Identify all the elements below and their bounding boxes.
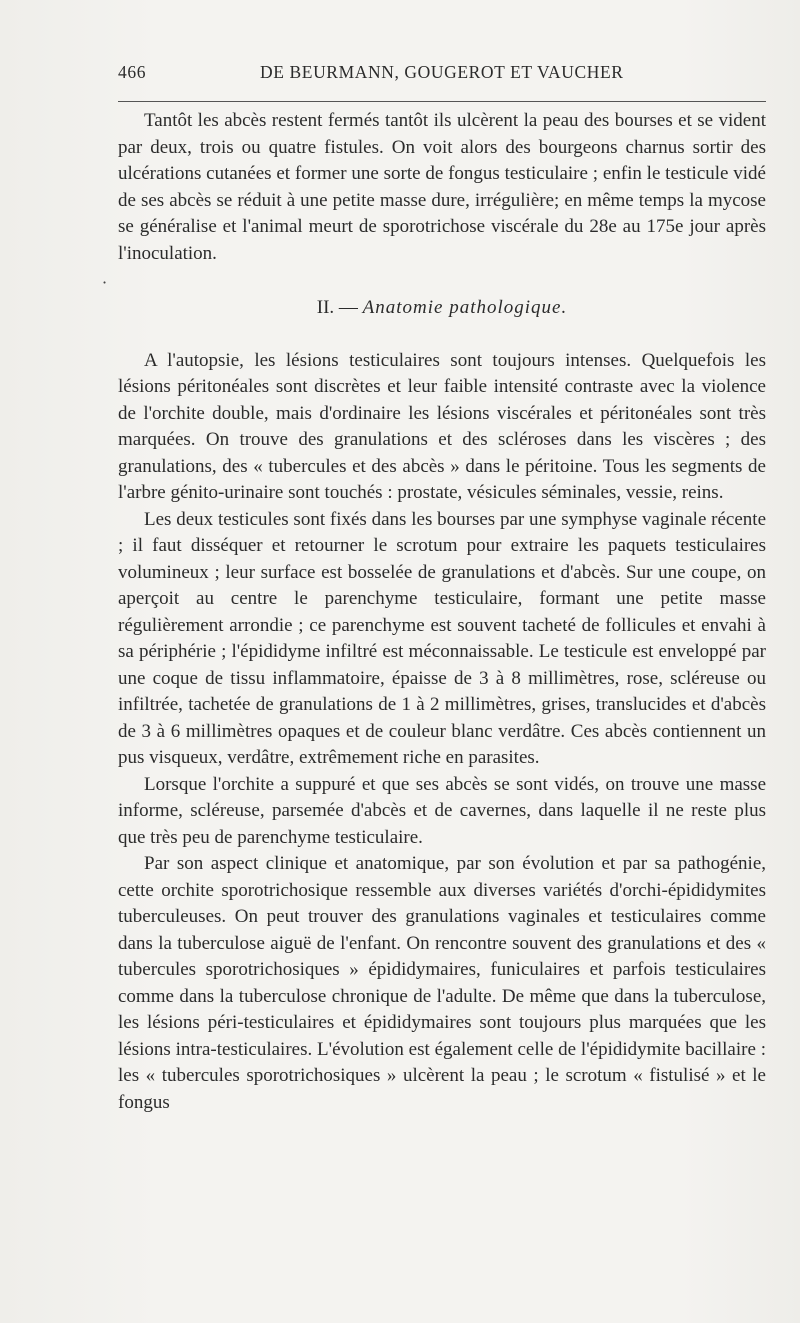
section-heading (118, 295, 766, 322)
running-title: DE BEURMANN, GOUGEROT ET VAUCHER (260, 62, 624, 82)
page-number: 466 (118, 62, 147, 82)
margin-mark: · (102, 273, 108, 292)
body-text (118, 108, 766, 1116)
section-number: II. — (316, 297, 358, 318)
paragraph-3: Les deux testicules sont fixés dans les bourses par une symphyse vaginale récente ; il faut disséquer et retourner le scrotum pour extraire les paquets testiculaires volumineux ; leur surface est bosselée de granulations et d'abcès. Sur une coupe, on aperçoit au centre le parenchyme testiculaire, formant une petite masse régulièrement arrondie ; ce parenchyme est souvent tacheté de follicules et envahi à sa périphérie ; l'épididyme infiltré est méconnaissable. Le testicule est enveloppé par une coque de tissu inflammatoire, épaisse de 3 à 8 millimètres, rose, scléreuse ou infiltrée, tachetée de granulations de 1 à 2 millimètres, grises, translucides et d'abcès de 3 à 6 millimètres opaques et de couleur blanc verdâtre. Ces abcès contiennent un pus visqueux, verdâtre, extrêmement riche en parasites. (118, 508, 766, 768)
header-rule (118, 101, 766, 102)
paragraph-4: Lorsque l'orchite a suppuré et que ses abcès se sont vidés, on trouve une masse informe, scléreuse, parsemée d'abcès et de cavernes, dans laquelle il ne reste plus que très peu de parenchyme testiculaire. (118, 773, 766, 848)
paragraph-1: Tantôt les abcès restent fermés tantôt ils ulcèrent la peau des bourses et se vident par deux, trois ou quatre fistules. On voit alors des bourgeons charnus sortir des ulcérations cutanées et former une sorte de fongus testiculaire ; enfin le testicule vidé de ses abcès se réduit à une petite masse dure, irrégulière; en même temps la mycose se généralise et l'animal meurt de sporotrichose viscérale du 28e au 175e jour après l'inoculation. (118, 110, 766, 264)
paragraph-2: A l'autopsie, les lésions testiculaires sont toujours intenses. Quelquefois les lésions péritonéales sont discrètes et leur faible intensité contraste avec la violence de l'orchite double, mais d'ordinaire les lésions viscérales et péritonéales sont très marquées. On trouve des granulations et des scléroses dans les viscères ; des granulations, des « tubercules et des abcès » dans le péritoine. Tous les segments de l'arbre génito-urinaire sont touchés : prostate, vésicules séminales, vessie, reins. (118, 349, 766, 503)
page-header (118, 62, 766, 86)
section-title: Anatomie pathologique. (362, 297, 568, 318)
paragraph-5: Par son aspect clinique et anatomique, par son évolution et par sa pathogénie, cette orchite sporotrichosique ressemble aux diverses variétés d'orchi-épididymites tuberculeuses. On peut trouver des granulations vaginales et testiculaires comme dans la tuberculose aiguë de l'enfant. On rencontre souvent des granulations et des « tubercules sporotrichosiques » épididymaires, funiculaires et parfois testiculaires comme dans la tuberculose chronique de l'adulte. De même que dans la tuberculose, les lésions péri-testiculaires et épididymaires sont toujours plus marquées que les lésions intra-testiculaires. L'évolution est également celle de l'épididymite bacillaire : les « tubercules sporotrichosiques » ulcèrent la peau ; le scrotum « fistulisé » et le fongus (118, 853, 766, 1113)
